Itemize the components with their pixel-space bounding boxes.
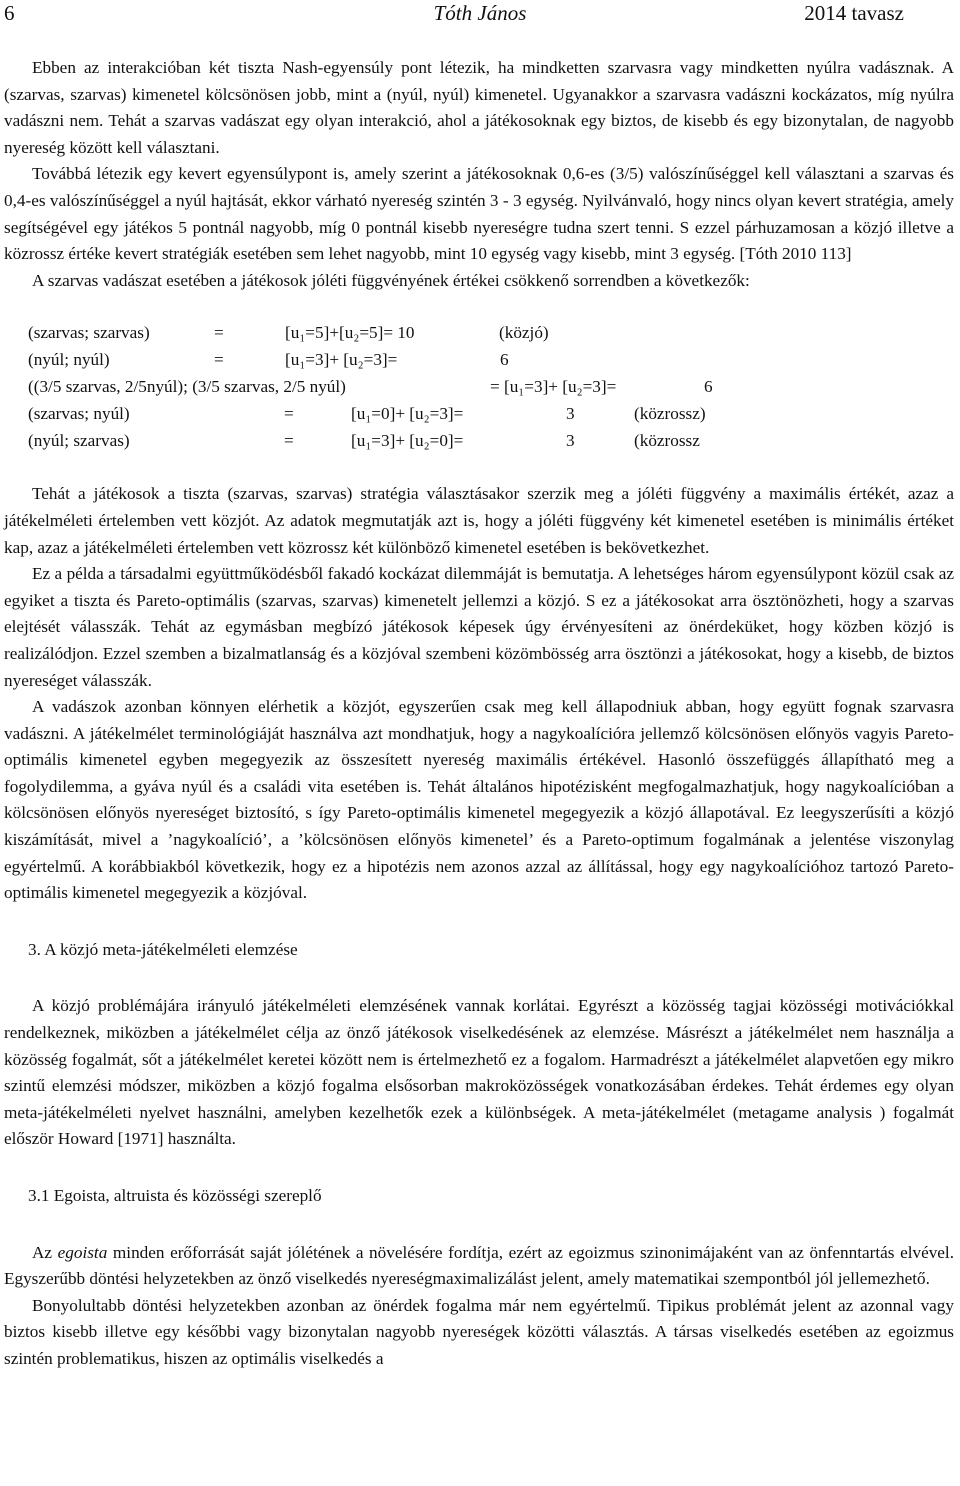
equation-formula: = [u₁=3]+ [u₂=3]= bbox=[490, 377, 617, 397]
emphasized-term: egoista bbox=[57, 1242, 108, 1262]
equation-strategy: (szarvas; nyúl) bbox=[28, 404, 130, 424]
section-heading: 3. A közjó meta-játékelméleti elemzése bbox=[28, 939, 298, 959]
equation-strategy: (nyúl; szarvas) bbox=[28, 431, 130, 451]
equation-formula: [u₁=5]+[u₂=5]= 10 bbox=[285, 323, 415, 343]
equation-label: (közjó) bbox=[499, 323, 549, 343]
equation-value: 6 bbox=[500, 350, 509, 370]
paragraph: A vadászok azonban könnyen elérhetik a közjót, egyszerűen csak meg kell állapodniuk abban, hogy együtt fognak szarvasra vadászni. A játékelmélet terminológiáját használva azt mondhatjuk, hogy a nagykoalícióra jellemző kölcsönösen előnyös vagyis Pareto-optimális kimenetel egyben megegyezik az összesített nyereség maximális értékével. Hasonló összefüggés állapítható meg a fogolydilemma, a gyáva nyúl és a családi vita esetében is. Tehát általános hipotézisként megfogalmazhatjuk, hogy nagykoalícióban a kölcsönösen előnyös nyereséget biztosító, s így Pareto-optimális kimenetel megegyezik a közjó állapotával. Ez leegyszerűsíti a közjó kiszámítását, mivel a ’nagykoalíció’, a ’kölcsönösen előnyös kimenetel’ és a Pareto-optimum fogalmának a jelentése viszonylag egyértelmű. A korábbiakból következik, hogy ez a hipotézis nem azonos azzal az állítással, hogy egy nagykoalícióhoz tartozó Pareto-optimális kimenetel megegyezik a közjóval. bbox=[4, 697, 954, 903]
page-header bbox=[0, 0, 960, 26]
page-body bbox=[4, 55, 954, 1373]
paragraph bbox=[4, 1240, 954, 1293]
paragraph: A szarvas vadászat esetében a játékosok jóléti függvényének értékei csökkenő sorrendben a következők: bbox=[32, 270, 750, 290]
paragraph: Tehát a játékosok a tiszta (szarvas, szarvas) stratégia választásakor szerzik meg a jóléti függvény a maximális értékét, azaz a játékelméleti értelemben vett közjót. Az adatok megmutatják azt is, hogy a jóléti függvény két kimenetel esetében is minimális értéket kap, azaz a játékelméleti értelemben vett közrossz két különböző kimenetel esetében is bekövetkezhet. bbox=[4, 484, 954, 557]
equation-label: (közrossz) bbox=[634, 404, 706, 424]
welfare-equations bbox=[4, 320, 954, 455]
text-run: Az bbox=[32, 1242, 58, 1262]
text-run: minden erőforrását saját jólétének a növelésére fordítja, ezért az egoizmus szinonimájaként van az önfenntartás elvével. Egyszerűbb döntési helyzetekben az önző viselkedés nyereségmaximalizálást jelent, amely matematikai szempontból jól jellemezhető. bbox=[4, 1242, 954, 1289]
equation-row bbox=[4, 374, 954, 401]
equation-equals: = bbox=[214, 350, 224, 370]
equation-row bbox=[4, 428, 954, 455]
equation-equals: = bbox=[284, 404, 294, 424]
page-number: 6 bbox=[4, 1, 15, 25]
paragraph: Bonyolultabb döntési helyzetekben azonban az önérdek fogalma már nem egyértelmű. Tipikus problémát jelent az azonnal vagy biztos kisebb illetve egy későbbi vagy bizonytalan nagyobb nyereségek közötti választás. A társas viselkedés esetében az egoizmus szintén problematikus, hiszen az optimális viselkedés a bbox=[4, 1295, 954, 1368]
paragraph: Ez a példa a társadalmi együttműködésből fakadó kockázat dilemmáját is bemutatja. A lehetséges három egyensúlypont közül csak az egyiket a tiszta és Pareto-optimális (szarvas, szarvas) kimenetelt jellemzi a közjó. S ez a játékosokat arra ösztönözheti, hogy a szarvas elejtését válasszák. Tehát az egymásban megbízó játékosok képesek úgy érvényesíteni az önérdeküket, hogy közben közjó is realizálódjon. Ezzel szemben a bizalmatlanság és a közjóval szembeni közömbösség arra ösztönzi a játékosokat, hogy a kisebb, de biztos nyereséget válasszák. bbox=[4, 564, 954, 690]
paragraph: Ebben az interakcióban két tiszta Nash-egyensúly pont létezik, ha mindketten szarvasra vagy mindketten nyúlra vadásznak. A (szarvas, szarvas) kimenetel kölcsönösen jobb, mint a (nyúl, nyúl) kimenetel. Ugyanakkor a szarvasra vadászni kockázatos, míg nyúlra vadászni nem. Tehát a szarvas vadászat egy olyan interakció, ahol a játékosoknak egy biztos, de kisebb és egy bizonytalan, de nagyobb nyereség között kell választani. bbox=[4, 58, 954, 157]
paragraph: Továbbá létezik egy kevert egyensúlypont is, amely szerint a játékosoknak 0,6-es (3/5) valószínűséggel kell választani a szarvas és 0,4-es valószínűséggel a nyúl hajtását, ekkor várható nyereség szintén 3 - 3 egység. Nyilvánvaló, hogy nincs olyan kevert stratégia, amely segítségével egy játékos 5 pontnál nagyobb, míg 0 pontnál kisebb nyereségre tudna szert tenni. S ezzel párhuzamosan a közjó illetve a közrossz értéke kevert stratégiák esetében sem lehet nagyobb, mint 10 egység vagy kisebb, mint 3 egység. [Tóth 2010 113] bbox=[4, 164, 954, 264]
equation-row bbox=[4, 401, 954, 428]
equation-row bbox=[4, 347, 954, 374]
subsection-heading: 3.1 Egoista, altruista és közösségi szereplő bbox=[28, 1186, 322, 1205]
equation-strategy: ((3/5 szarvas, 2/5nyúl); (3/5 szarvas, 2/5 nyúl) bbox=[28, 377, 346, 397]
equation-value: 3 bbox=[566, 431, 575, 451]
equation-label: (közrossz bbox=[634, 431, 700, 451]
paragraph: A közjó problémájára irányuló játékelméleti elemzésének vannak korlátai. Egyrészt a közösség tagjai közösségi motivációkkal rendelkeznek, miközben a játékelmélet célja az önző játékosok viselkedésének az elemzése. Másrészt a játékelmélet nem használja a közösség fogalmát, sőt a játékelmélet keretei között nem is értelmezhető ez a fogalom. Harmadrészt a játékelmélet alapvetően egy mikro szintű elemzési módszer, miközben a közjó fogalma elsősorban makroközösségek vonatkozásában érdekes. Tehát érdemes egy olyan meta-játékelméleti nyelvet használni, amelyben kezelhetők ezek a különbségek. A meta-játékelmélet (metagame analysis ) fogalmát először Howard [1971] használta. bbox=[4, 996, 954, 1149]
equation-strategy: (nyúl; nyúl) bbox=[28, 350, 110, 370]
equation-value: 6 bbox=[704, 377, 713, 397]
running-date: 2014 tavasz bbox=[804, 1, 904, 25]
running-author: Tóth János bbox=[433, 1, 527, 25]
equation-formula: [u₁=0]+ [u₂=3]= bbox=[351, 404, 464, 424]
equation-formula: [u₁=3]+ [u₂=3]= bbox=[285, 350, 398, 370]
equation-strategy: (szarvas; szarvas) bbox=[28, 323, 150, 343]
equation-equals: = bbox=[214, 323, 224, 343]
equation-row bbox=[4, 320, 954, 347]
equation-value: 3 bbox=[566, 404, 575, 424]
equation-formula: [u₁=3]+ [u₂=0]= bbox=[351, 431, 464, 451]
equation-equals: = bbox=[284, 431, 294, 451]
